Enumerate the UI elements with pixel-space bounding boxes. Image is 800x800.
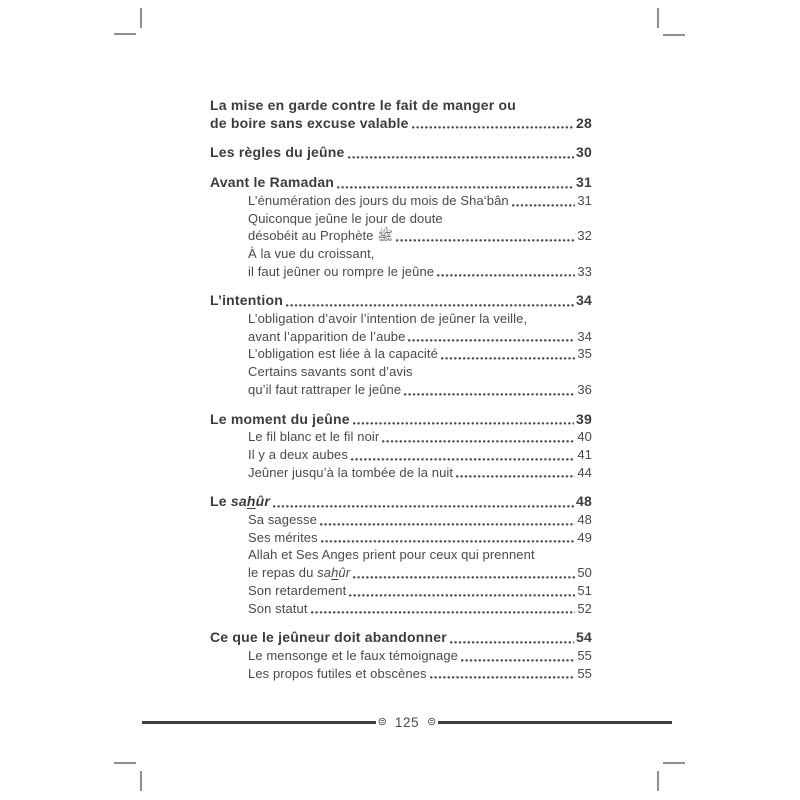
toc-line	[210, 144, 592, 162]
toc-line	[248, 428, 592, 446]
dots-leader	[353, 576, 575, 579]
entry-text: À la vue du croissant,	[248, 245, 375, 261]
entry-text: L’obligation d’avoir l’intention de jeûner la veille,	[248, 311, 528, 327]
entry-page-number: 35	[577, 346, 592, 362]
entry-text: Jeûner jusqu’à la tombée de la nuit	[248, 464, 454, 480]
toc-subentry	[210, 582, 592, 600]
toc-heading	[210, 493, 592, 511]
entry-page-number: 48	[577, 512, 592, 528]
toc-line	[248, 665, 592, 683]
entry-page-number: 28	[576, 114, 592, 131]
entry-page-number: 34	[577, 328, 592, 344]
toc-line	[248, 546, 592, 564]
entry-page-number: 49	[577, 529, 592, 545]
entry-text: La mise en garde contre le fait de manger ou	[210, 97, 516, 113]
toc-line	[248, 600, 592, 618]
dots-leader	[337, 186, 574, 189]
dots-leader	[450, 641, 574, 644]
entry-text: Son statut	[248, 600, 308, 616]
toc-subentry	[210, 446, 592, 464]
toc-section	[210, 493, 592, 617]
entry-text: Le moment du jeûne	[210, 410, 350, 427]
toc-line	[248, 227, 592, 245]
toc-line	[210, 174, 592, 192]
page-footer	[142, 714, 672, 731]
styled-text-segment: h	[246, 493, 256, 510]
toc-subentry	[210, 665, 592, 683]
toc-subentry	[210, 647, 592, 665]
toc-line	[248, 192, 592, 210]
styled-text-segment: h	[331, 565, 339, 581]
toc-heading	[210, 97, 592, 132]
dots-leader	[349, 594, 575, 597]
entry-page-number: 55	[577, 647, 592, 663]
entry-text: qu’il faut rattraper le jeûne	[248, 381, 402, 397]
entry-page-number: 44	[577, 464, 592, 480]
toc-subentry	[210, 546, 592, 581]
toc-line	[248, 529, 592, 547]
toc-section	[210, 144, 592, 162]
toc-line	[248, 363, 592, 381]
entry-text: Quiconque jeûne le jour de doute	[248, 210, 443, 226]
entry-text: avant l’apparition de l’aube	[248, 328, 406, 344]
toc-subentry	[210, 529, 592, 547]
entry-text: le repas du sahûr	[248, 565, 351, 581]
footer-rule-left	[142, 721, 376, 724]
dots-leader	[321, 540, 576, 543]
cropmark-top-left-vertical	[140, 8, 142, 28]
folio-page-number: 125	[394, 715, 420, 730]
dots-leader	[461, 659, 575, 662]
toc-line	[248, 511, 592, 529]
toc-subentry	[210, 428, 592, 446]
entry-page-number: 32	[577, 228, 592, 244]
dots-leader	[320, 523, 575, 526]
dots-leader	[404, 393, 575, 396]
toc-line	[248, 263, 592, 281]
cropmark-bottom-right-horizontal	[663, 762, 685, 764]
dots-leader	[512, 204, 576, 207]
toc-subentry	[210, 192, 592, 210]
toc-line	[248, 647, 592, 665]
styled-text-segment: ûr	[338, 565, 351, 581]
cropmark-top-right-horizontal	[663, 34, 685, 36]
entry-page-number: 52	[577, 600, 592, 616]
entry-page-number: 36	[577, 381, 592, 397]
toc-heading	[210, 174, 592, 192]
dots-leader	[311, 611, 576, 614]
entry-text: Le fil blanc et le fil noir	[248, 429, 380, 445]
toc-subentry	[210, 363, 592, 398]
toc-line	[248, 210, 592, 228]
toc-section	[210, 411, 592, 482]
toc-subentry	[210, 345, 592, 363]
entry-page-number: 30	[576, 144, 592, 161]
entry-text: Il y a deux aubes	[248, 446, 348, 462]
styled-text-segment: sa	[317, 565, 332, 581]
toc-line	[210, 493, 592, 511]
entry-page-number: 34	[576, 292, 592, 309]
entry-text: Ses mérites	[248, 529, 318, 545]
entry-text: Sa sagesse	[248, 512, 317, 528]
entry-text: Son retardement	[248, 582, 347, 598]
toc-section	[210, 629, 592, 682]
entry-page-number: 39	[576, 410, 592, 427]
entry-page-number: 31	[576, 174, 592, 191]
dots-leader	[408, 339, 575, 342]
dots-leader	[437, 274, 575, 277]
toc-subentry	[210, 600, 592, 618]
dots-leader	[412, 126, 574, 129]
dots-leader	[396, 239, 575, 242]
entry-page-number: 33	[577, 263, 592, 279]
footer-rule-right	[438, 721, 672, 724]
entry-page-number: 48	[576, 493, 592, 510]
entry-text: il faut jeûner ou rompre le jeûne	[248, 263, 435, 279]
toc-heading	[210, 144, 592, 162]
entry-text: Certains savants sont d’avis	[248, 364, 413, 380]
cropmark-top-left-horizontal	[114, 33, 136, 35]
dots-leader	[456, 475, 575, 478]
entry-text: Allah et Ses Anges prient pour ceux qui prennent	[248, 547, 535, 563]
footer-ornament-right-icon: ⊜	[427, 716, 437, 728]
dots-leader	[348, 156, 575, 159]
entry-text: désobéit au Prophète ﷺ	[248, 228, 394, 244]
dots-leader	[286, 304, 574, 307]
toc-line	[248, 464, 592, 482]
toc-line	[210, 629, 592, 647]
entry-text: Le mensonge et le faux témoignage	[248, 647, 458, 663]
toc-line	[248, 328, 592, 346]
toc-line	[248, 310, 592, 328]
toc-subentry	[210, 464, 592, 482]
toc-subentry	[210, 245, 592, 280]
toc-line	[210, 292, 592, 310]
toc-heading	[210, 629, 592, 647]
dots-leader	[353, 422, 574, 425]
dots-leader	[273, 505, 574, 508]
toc-section	[210, 97, 592, 132]
entry-page-number: 54	[576, 629, 592, 646]
toc-heading	[210, 292, 592, 310]
toc-subentry	[210, 511, 592, 529]
toc-line	[248, 381, 592, 399]
table-of-contents	[210, 97, 592, 694]
toc-heading	[210, 411, 592, 429]
dots-leader	[351, 458, 575, 461]
toc-line	[248, 582, 592, 600]
entry-text: L’intention	[210, 292, 283, 309]
toc-line	[248, 345, 592, 363]
toc-line	[210, 411, 592, 429]
styled-text-segment: ûr	[255, 493, 270, 510]
dots-leader	[382, 440, 575, 443]
cropmark-bottom-right-vertical	[657, 771, 659, 791]
entry-page-number: 51	[577, 582, 592, 598]
entry-page-number: 55	[577, 665, 592, 681]
entry-text: Le sahûr	[210, 493, 270, 510]
styled-text-segment: sa	[230, 493, 247, 510]
dots-leader	[430, 676, 576, 679]
footer-ornament-left-icon: ⊜	[377, 716, 387, 728]
cropmark-top-right-vertical	[657, 8, 659, 28]
toc-section	[210, 292, 592, 398]
entry-text: L’énumération des jours du mois de Sha‘bân	[248, 192, 509, 208]
toc-section	[210, 174, 592, 280]
toc-line	[248, 245, 592, 263]
cropmark-bottom-left-horizontal	[114, 762, 136, 764]
toc-subentry	[210, 310, 592, 345]
entry-text: L’obligation est liée à la capacité	[248, 346, 438, 362]
toc-line	[248, 564, 592, 582]
entry-text: Avant le Ramadan	[210, 174, 335, 191]
entry-page-number: 40	[577, 429, 592, 445]
cropmark-bottom-left-vertical	[140, 771, 142, 791]
toc-line	[210, 97, 592, 115]
entry-page-number: 31	[577, 192, 592, 208]
entry-text: Les propos futiles et obscènes	[248, 665, 427, 681]
toc-subentry	[210, 210, 592, 245]
entry-page-number: 41	[577, 446, 592, 462]
toc-line	[248, 446, 592, 464]
entry-page-number: 50	[577, 565, 592, 581]
toc-line	[210, 115, 592, 133]
entry-text: de boire sans excuse valable	[210, 114, 409, 131]
entry-text: Les règles du jeûne	[210, 144, 345, 161]
dots-leader	[441, 357, 575, 360]
entry-text: Ce que le jeûneur doit abandonner	[210, 629, 447, 646]
